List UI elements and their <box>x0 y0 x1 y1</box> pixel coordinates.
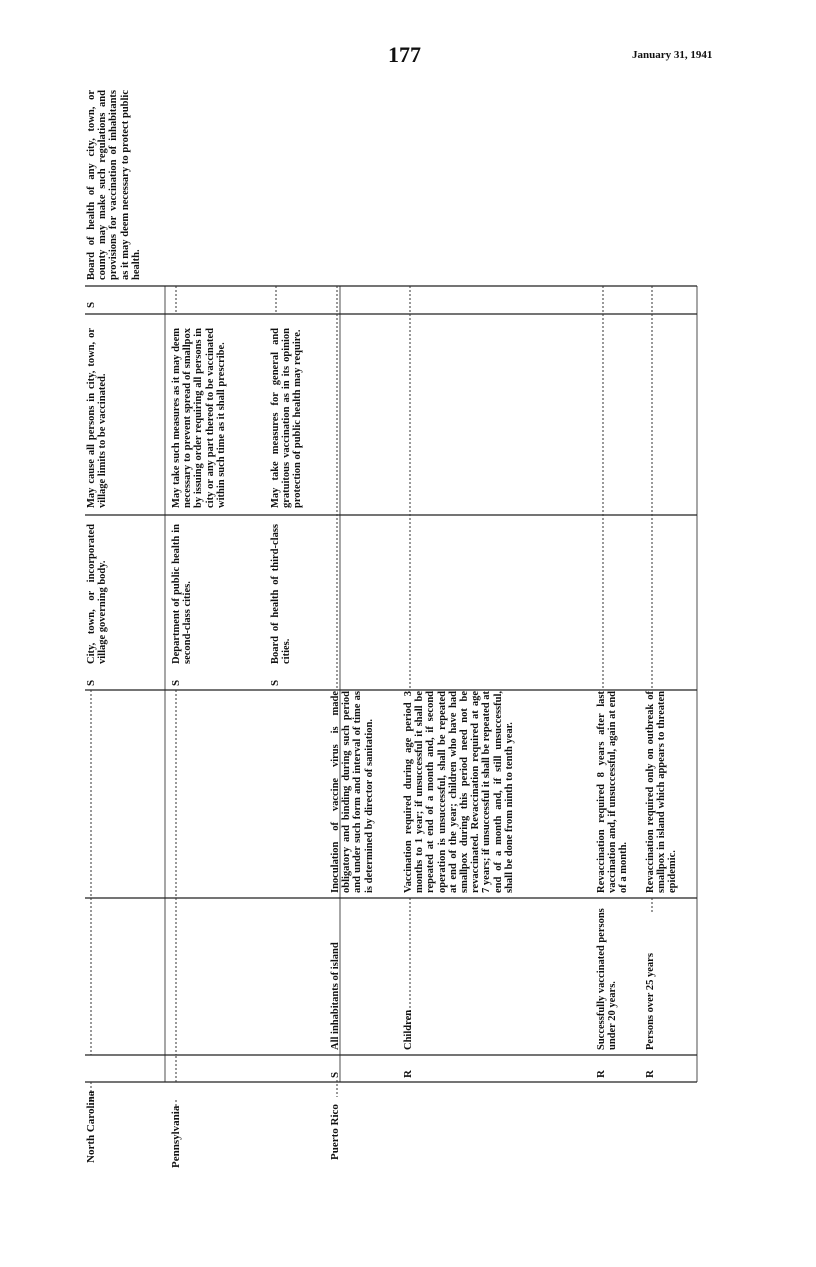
agency-north-carolina: City, town, or incorporated village governing body. <box>86 524 109 664</box>
persons-over-25: Persons over 25 years <box>645 953 656 1050</box>
code-north-carolina-2: S <box>85 301 97 308</box>
requirement-revaccination-8: Revaccination required 8 years after last vaccination and, if unsuccessful, again at end of a month. <box>596 691 630 893</box>
requirement-revaccination-outbreak: Revaccination required only on outbreak of smallpox in island which appears to threaten epidemic. <box>645 691 679 893</box>
power-pennsylvania-1: May take such measures as it may deem necessary to prevent spread of smallpox by issuing order requiring all persons in city or any part thereof to be vaccinated within such time as it shall prescribe. <box>171 328 227 508</box>
code-pennsylvania-1: S <box>170 679 182 686</box>
code-puerto-rico-1: S <box>329 1071 341 1078</box>
code-north-carolina: S <box>85 679 97 686</box>
code-puerto-rico-4: R <box>644 1070 656 1078</box>
persons-all-inhabitants: All inhabitants of island <box>330 942 341 1050</box>
persons-successfully-vaccinated: Successfully vaccinated persons under 20 years. <box>596 908 619 1050</box>
requirement-inoculation: Inoculation of vaccine virus is made obligatory and binding during such period and under such form and interval of time as is determined by director of sanitation. <box>330 691 375 893</box>
regulation-north-carolina: Board of health of any city, town, or county may make such regulations and provisions for vaccination of inhabitants as it may deem necessary to protect public health. <box>86 90 142 280</box>
power-pennsylvania-2: May take measures for general and gratuitous vaccination as in its opinion protection of public health may require. <box>270 328 304 508</box>
page-number: 177 <box>388 42 421 67</box>
state-north-carolina: North Carolina <box>85 1090 97 1163</box>
requirement-children: Vaccination required during age period 3 months to 1 year; if unsuccessful it shall be repeated at end of a month and, if second operation is unsuccessful, shall be repeated at end of the year; children who have had smallpox during this period need not be revaccinated. Revaccination required at age 7 years; if unsuccessful it shall be repeated at end of a month and, if still unsuccessful, shall be done from ninth to tenth year. <box>403 691 515 893</box>
persons-children: Children <box>403 1009 414 1050</box>
agency-pennsylvania-1: Department of public health in second-class cities. <box>171 524 194 664</box>
agency-pennsylvania-2: Board of health of third-class cities. <box>270 524 293 664</box>
state-puerto-rico: Puerto Rico <box>329 1104 341 1160</box>
code-puerto-rico-3: R <box>595 1070 607 1078</box>
power-north-carolina: May cause all persons in city, town, or village limits to be vaccinated. <box>86 328 109 508</box>
code-puerto-rico-2: R <box>402 1070 414 1078</box>
code-pennsylvania-2: S <box>269 679 281 686</box>
page-date: January 31, 1941 <box>632 49 713 61</box>
state-pennsylvania: Pennsylvania <box>170 1105 182 1168</box>
